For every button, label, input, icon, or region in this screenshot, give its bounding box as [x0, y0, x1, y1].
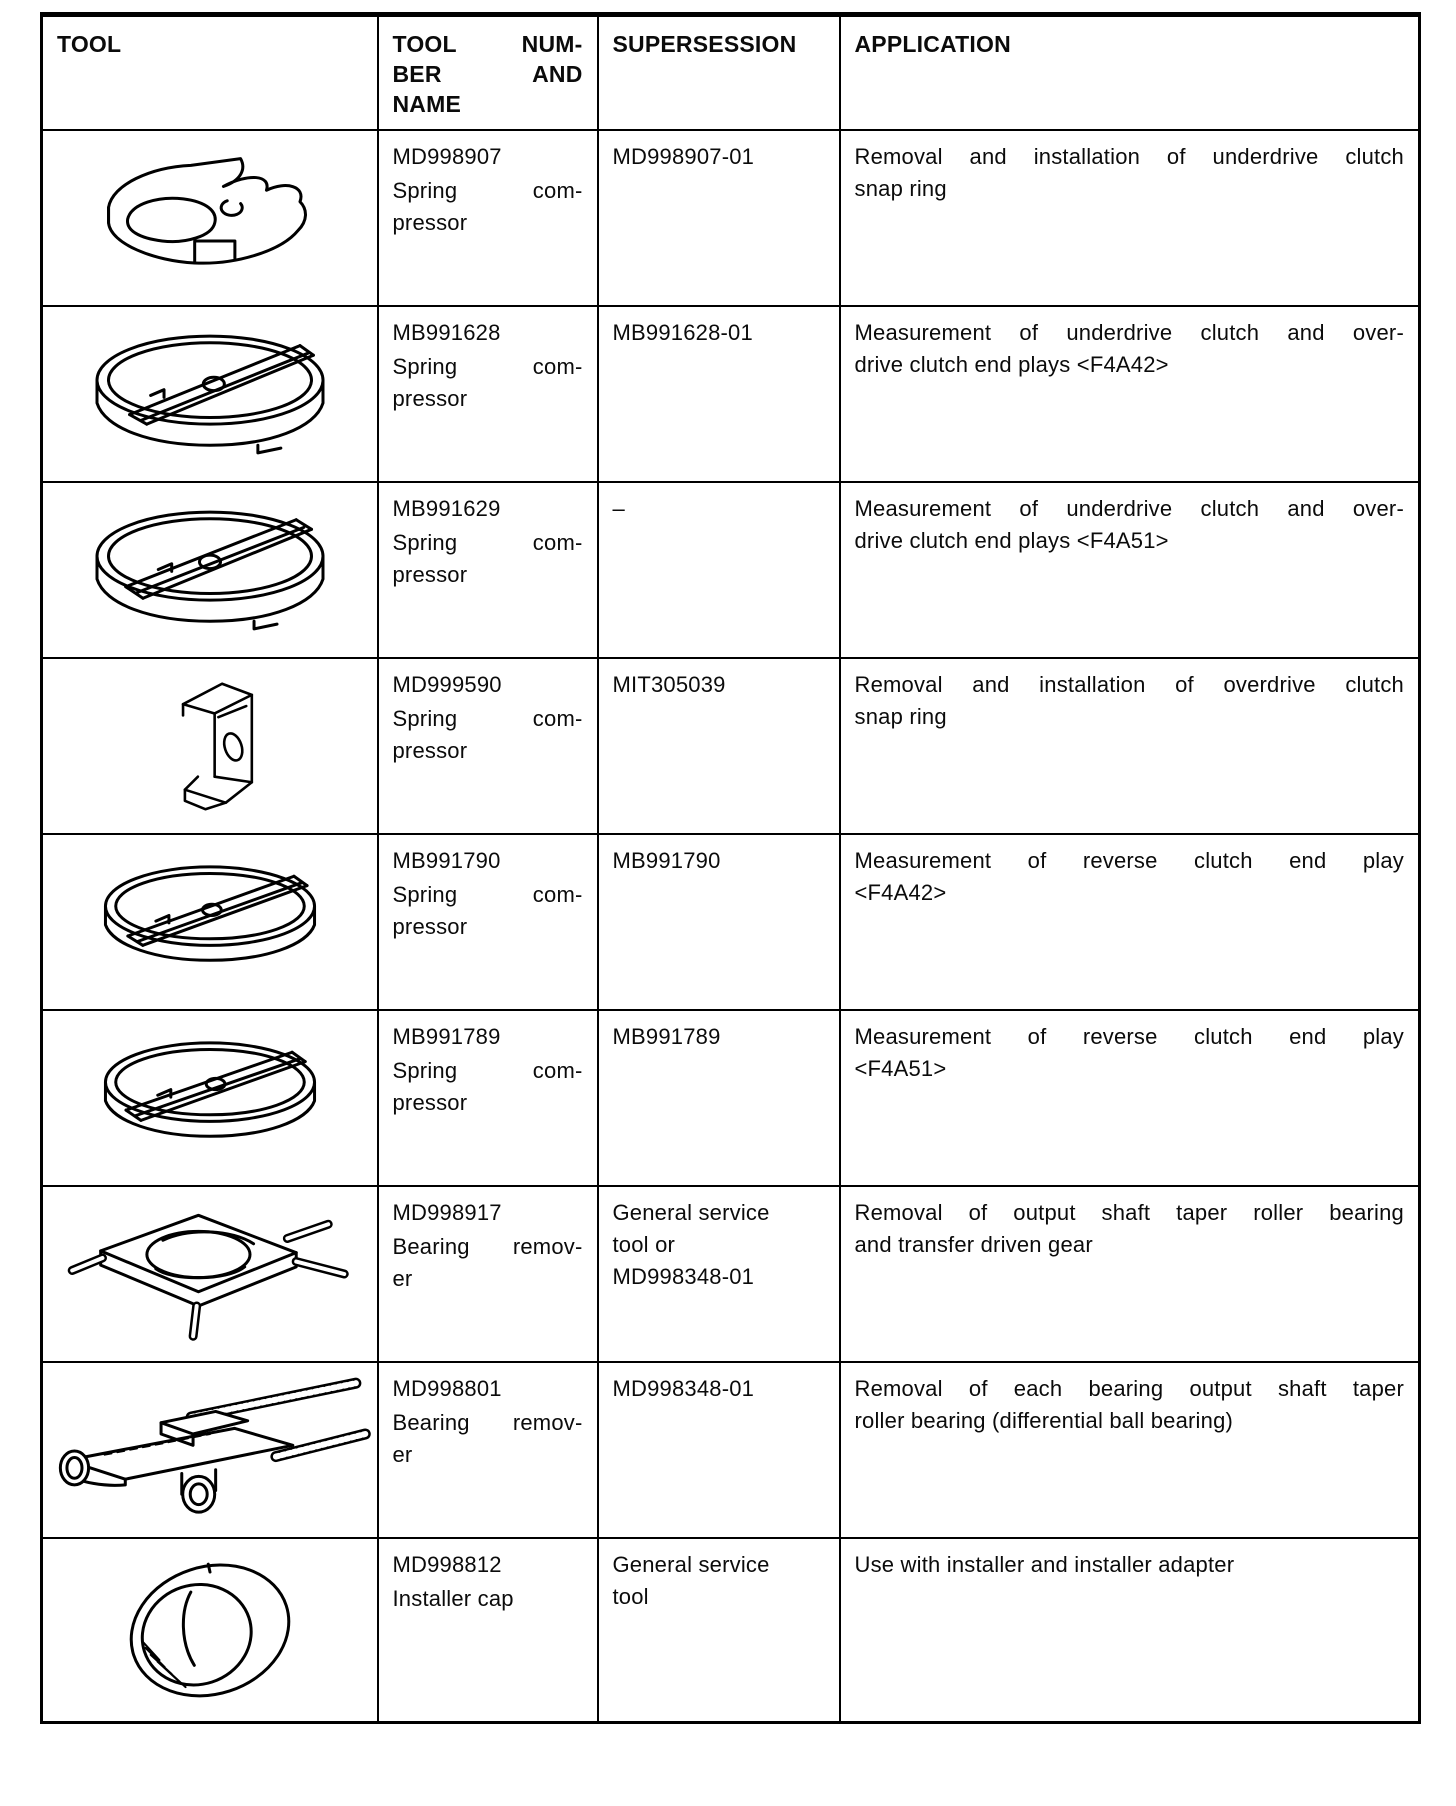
spring-compressor-drum-illustration: [65, 491, 355, 649]
table-row: [42, 658, 1420, 834]
tool-illustration-cell: [42, 1362, 378, 1538]
table-row: [42, 306, 1420, 482]
special-tools-table: [40, 12, 1421, 1724]
tool-name: Spring com- pressor: [392, 706, 583, 763]
table-row: [42, 1186, 1420, 1362]
spring-compressor-bracket-illustration: [140, 667, 280, 825]
tool-illustration-cell: [42, 1538, 378, 1723]
tool-number-cell: [378, 482, 598, 658]
supersession-cell: MB991628-01: [598, 306, 840, 482]
spring-compressor-disc-illustration: [70, 852, 350, 992]
installer-cap-illustration: [95, 1545, 325, 1715]
table-row: [42, 834, 1420, 1010]
application-cell: Removal of each bearing output shaft taper roller bearing (differential ball bearing): [840, 1362, 1420, 1538]
tool-illustration-cell: [42, 834, 378, 1010]
application-cell: Removal and installation of overdrive clutch snap ring: [840, 658, 1420, 834]
table-row: [42, 1010, 1420, 1186]
tool-number-cell: [378, 1010, 598, 1186]
tool-number-cell: [378, 1362, 598, 1538]
application-cell: Measurement of reverse clutch end play <F4A51>: [840, 1010, 1420, 1186]
supersession-cell: MD998907-01: [598, 130, 840, 306]
table-row: [42, 482, 1420, 658]
table-header-row: [42, 15, 1420, 131]
tool-illustration-cell: [42, 658, 378, 834]
tool-number: MB991629: [392, 496, 501, 521]
application-cell: Removal of output shaft taper roller bearing and transfer driven gear: [840, 1186, 1420, 1362]
tool-number-cell: [378, 834, 598, 1010]
tool-number: MD998812: [392, 1552, 502, 1577]
supersession-cell: MB991789: [598, 1010, 840, 1186]
tool-number: MD998917: [392, 1200, 502, 1225]
table-row: [42, 130, 1420, 306]
tool-number-column-header: TOOL NUM- BER AND NAME: [378, 15, 598, 131]
supersession-cell: General service tool or MD998348-01: [598, 1186, 840, 1362]
tool-name: Installer cap: [392, 1586, 514, 1611]
supersession-cell: –: [598, 482, 840, 658]
tool-illustration-cell: [42, 1186, 378, 1362]
tool-number: MD999590: [392, 672, 502, 697]
supersession-cell: MD998348-01: [598, 1362, 840, 1538]
tool-number: MD998907: [392, 144, 502, 169]
tool-number: MB991789: [392, 1024, 501, 1049]
tool-illustration-cell: [42, 306, 378, 482]
application-cell: Measurement of underdrive clutch and over- drive clutch end plays <F4A51>: [840, 482, 1420, 658]
tool-illustration-cell: [42, 1010, 378, 1186]
tool-illustration-cell: [42, 130, 378, 306]
application-cell: Removal and installation of underdrive clutch snap ring: [840, 130, 1420, 306]
tool-name: Spring com- pressor: [392, 882, 583, 939]
tool-name: Spring com- pressor: [392, 530, 583, 587]
application-cell: Use with installer and installer adapter: [840, 1538, 1420, 1723]
supersession-cell: MB991790: [598, 834, 840, 1010]
supersession-cell: MIT305039: [598, 658, 840, 834]
supersession-column-header: SUPERSESSION: [598, 15, 840, 131]
tool-number: MB991628: [392, 320, 501, 345]
supersession-cell: General service tool: [598, 1538, 840, 1723]
tool-number-cell: [378, 306, 598, 482]
spring-compressor-disc-illustration: [70, 1028, 350, 1168]
spring-compressor-scalloped-cup-illustration: [76, 145, 344, 291]
tool-column-header: TOOL: [42, 15, 378, 131]
tool-name: Bearing remov- er: [392, 1234, 583, 1291]
bearing-remover-threaded-puller-illustration: [49, 1370, 371, 1530]
tool-number-cell: [378, 130, 598, 306]
application-column-header: APPLICATION: [840, 15, 1420, 131]
tool-number: MB991790: [392, 848, 501, 873]
tool-number-cell: [378, 1186, 598, 1362]
table-row: [42, 1538, 1420, 1723]
table-row: [42, 1362, 1420, 1538]
tool-number: MD998801: [392, 1376, 502, 1401]
spring-compressor-drum-illustration: [65, 315, 355, 473]
tool-name: Spring com- pressor: [392, 178, 583, 235]
bearing-remover-splitter-plate-illustration: [60, 1194, 360, 1354]
application-cell: Measurement of reverse clutch end play <F4A42>: [840, 834, 1420, 1010]
tool-name: Bearing remov- er: [392, 1410, 583, 1467]
tool-number-cell: [378, 658, 598, 834]
tool-name: Spring com- pressor: [392, 354, 583, 411]
application-cell: Measurement of underdrive clutch and over- drive clutch end plays <F4A42>: [840, 306, 1420, 482]
tool-name: Spring com- pressor: [392, 1058, 583, 1115]
tool-illustration-cell: [42, 482, 378, 658]
tool-number-cell: [378, 1538, 598, 1723]
